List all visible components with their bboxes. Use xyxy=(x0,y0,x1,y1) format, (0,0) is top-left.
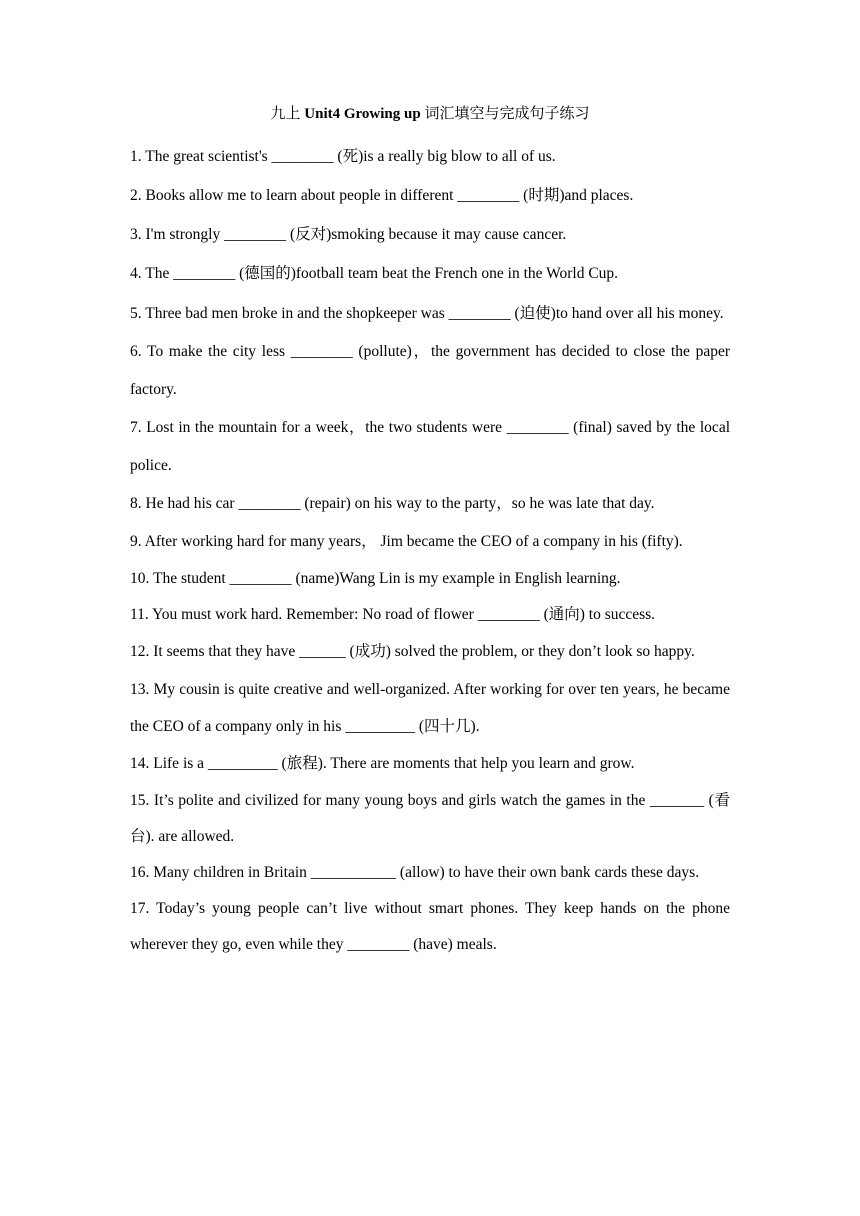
title-bold: Unit4 Growing up xyxy=(304,106,421,122)
question-16: 16. Many children in Britain ___________ (allow) to have their own bank cards these days. xyxy=(130,864,700,881)
question-13: 13. My cousin is quite creative and well-organized. After working for over ten years, he became the CEO of a company only in his _________ (四十几). xyxy=(130,681,730,735)
question-15: 15. It’s polite and civilized for many young boys and girls watch the games in the _______ (看台). are allowed. xyxy=(130,792,730,845)
question-10: 10. The student ________ (name)Wang Lin is my example in English learning. xyxy=(130,570,621,587)
question-3: 3. I'm strongly ________ (反对)smoking because it may cause cancer. xyxy=(130,226,567,243)
question-5: 5. Three bad men broke in and the shopkeeper was ________ (迫使)to hand over all his money. xyxy=(130,305,724,322)
question-7: 7. Lost in the mountain for a week，the two students were ________ (final) saved by the local police. xyxy=(130,419,730,474)
question-2: 2. Books allow me to learn about people in different ________ (时期)and places. xyxy=(130,187,634,204)
page-title xyxy=(0,104,860,124)
question-6: 6. To make the city less ________ (pollute)，the government has decided to close the paper factory. xyxy=(130,343,730,398)
title-suffix: 词汇填空与完成句子练习 xyxy=(424,106,590,122)
question-list xyxy=(130,139,730,963)
question-1: 1. The great scientist's ________ (死)is a really big blow to all of us. xyxy=(130,148,556,165)
question-17: 17. Today’s young people can’t live without smart phones. They keep hands on the phone wherever they go, even while they ________ (have) meals. xyxy=(130,900,730,953)
question-11: 11. You must work hard. Remember: No road of flower ________ (通向) to success. xyxy=(130,606,656,623)
title-prefix: 九上 xyxy=(270,106,301,122)
question-9: 9. After working hard for many years， Jim became the CEO of a company in his (fifty). xyxy=(130,533,683,550)
question-4: 4. The ________ (德国的)football team beat the French one in the World Cup. xyxy=(130,265,619,282)
question-12: 12. It seems that they have ______ (成功) solved the problem, or they don’t look so happy. xyxy=(130,643,695,660)
question-14: 14. Life is a _________ (旅程). There are moments that help you learn and grow. xyxy=(130,755,635,772)
question-8: 8. He had his car ________ (repair) on his way to the party，so he was late that day. xyxy=(130,495,655,512)
